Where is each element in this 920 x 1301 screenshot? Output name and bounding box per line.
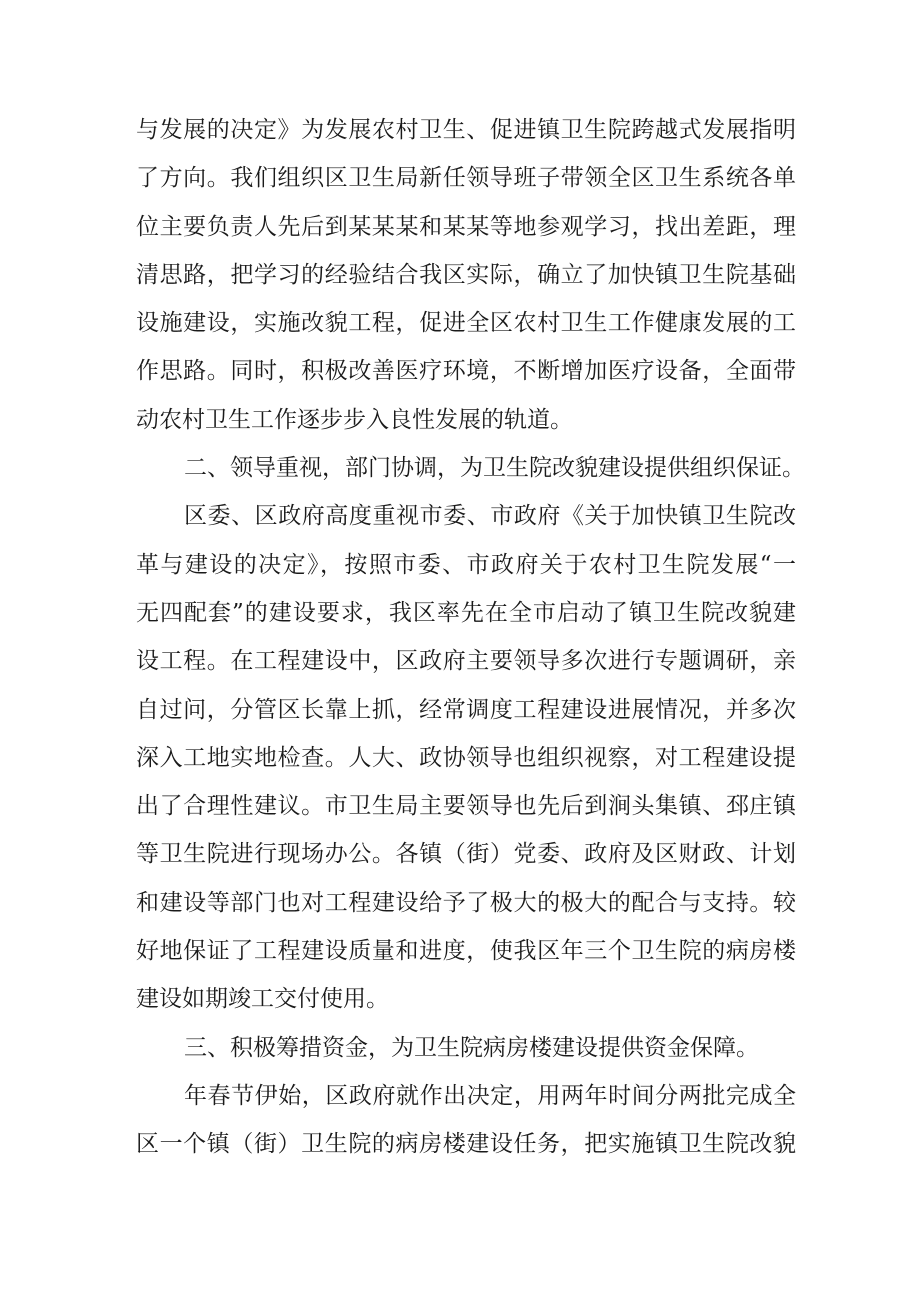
text-line: 了方向。我们组织区卫生局新任领导班子带领全区卫生系统各单: [136, 165, 796, 192]
text-line: 年春节伊始，区政府就作出决定，用两年时间分两批完成全: [184, 1082, 796, 1109]
text-line: 设施建设，实施改貌工程，促进全区农村卫生工作健康发展的工: [136, 310, 796, 337]
text-line: 动农村卫生工作逐步步入良性发展的轨道。: [136, 406, 573, 433]
text-line: 革与建设的决定》，按照市委、市政府关于农村卫生院发展“一: [136, 551, 796, 578]
text-line: 和建设等部门也对工程建设给予了极大的极大的配合与支持。较: [136, 889, 796, 916]
text-line: 深入工地实地检查。人大、政协领导也组织视察，对工程建设提: [136, 744, 796, 771]
text-line: 自过问，分管区长靠上抓，经常调度工程建设进展情况，并多次: [136, 696, 796, 723]
text-line: 无四配套”的建设要求，我区率先在全市启动了镇卫生院改貌建: [136, 599, 796, 626]
text-line: 等卫生院进行现场办公。各镇（街）党委、政府及区财政、计划: [136, 841, 796, 868]
text-line: 建设如期竣工交付使用。: [136, 986, 389, 1013]
text-line: 三、积极筹措资金，为卫生院病房楼建设提供资金保障。: [184, 1034, 759, 1061]
text-line: 区一个镇（街）卫生院的病房楼建设任务，把实施镇卫生院改貌: [136, 1131, 796, 1158]
text-line: 位主要负责人先后到某某某和某某等地参观学习，找出差距，理: [136, 213, 796, 240]
text-line: 与发展的决定》为发展农村卫生、促进镇卫生院跨越式发展指明: [136, 117, 796, 143]
text-line: 清思路，把学习的经验结合我区实际，确立了加快镇卫生院基础: [136, 261, 796, 288]
text-line: 好地保证了工程建设质量和进度，使我区年三个卫生院的病房楼: [136, 938, 796, 965]
text-line: 设工程。在工程建设中，区政府主要领导多次进行专题调研，亲: [136, 648, 796, 675]
text-line: 区委、区政府高度重视市委、市政府《关于加快镇卫生院改: [184, 503, 796, 530]
document-body: [136, 106, 805, 1169]
text-line: 二、领导重视，部门协调，为卫生院改貌建设提供组织保证。: [184, 455, 805, 482]
text-line: 作思路。同时，积极改善医疗环境，不断增加医疗设备，全面带: [136, 358, 796, 385]
text-line: 出了合理性建议。市卫生局主要领导也先后到涧头集镇、邳庄镇: [136, 793, 796, 820]
